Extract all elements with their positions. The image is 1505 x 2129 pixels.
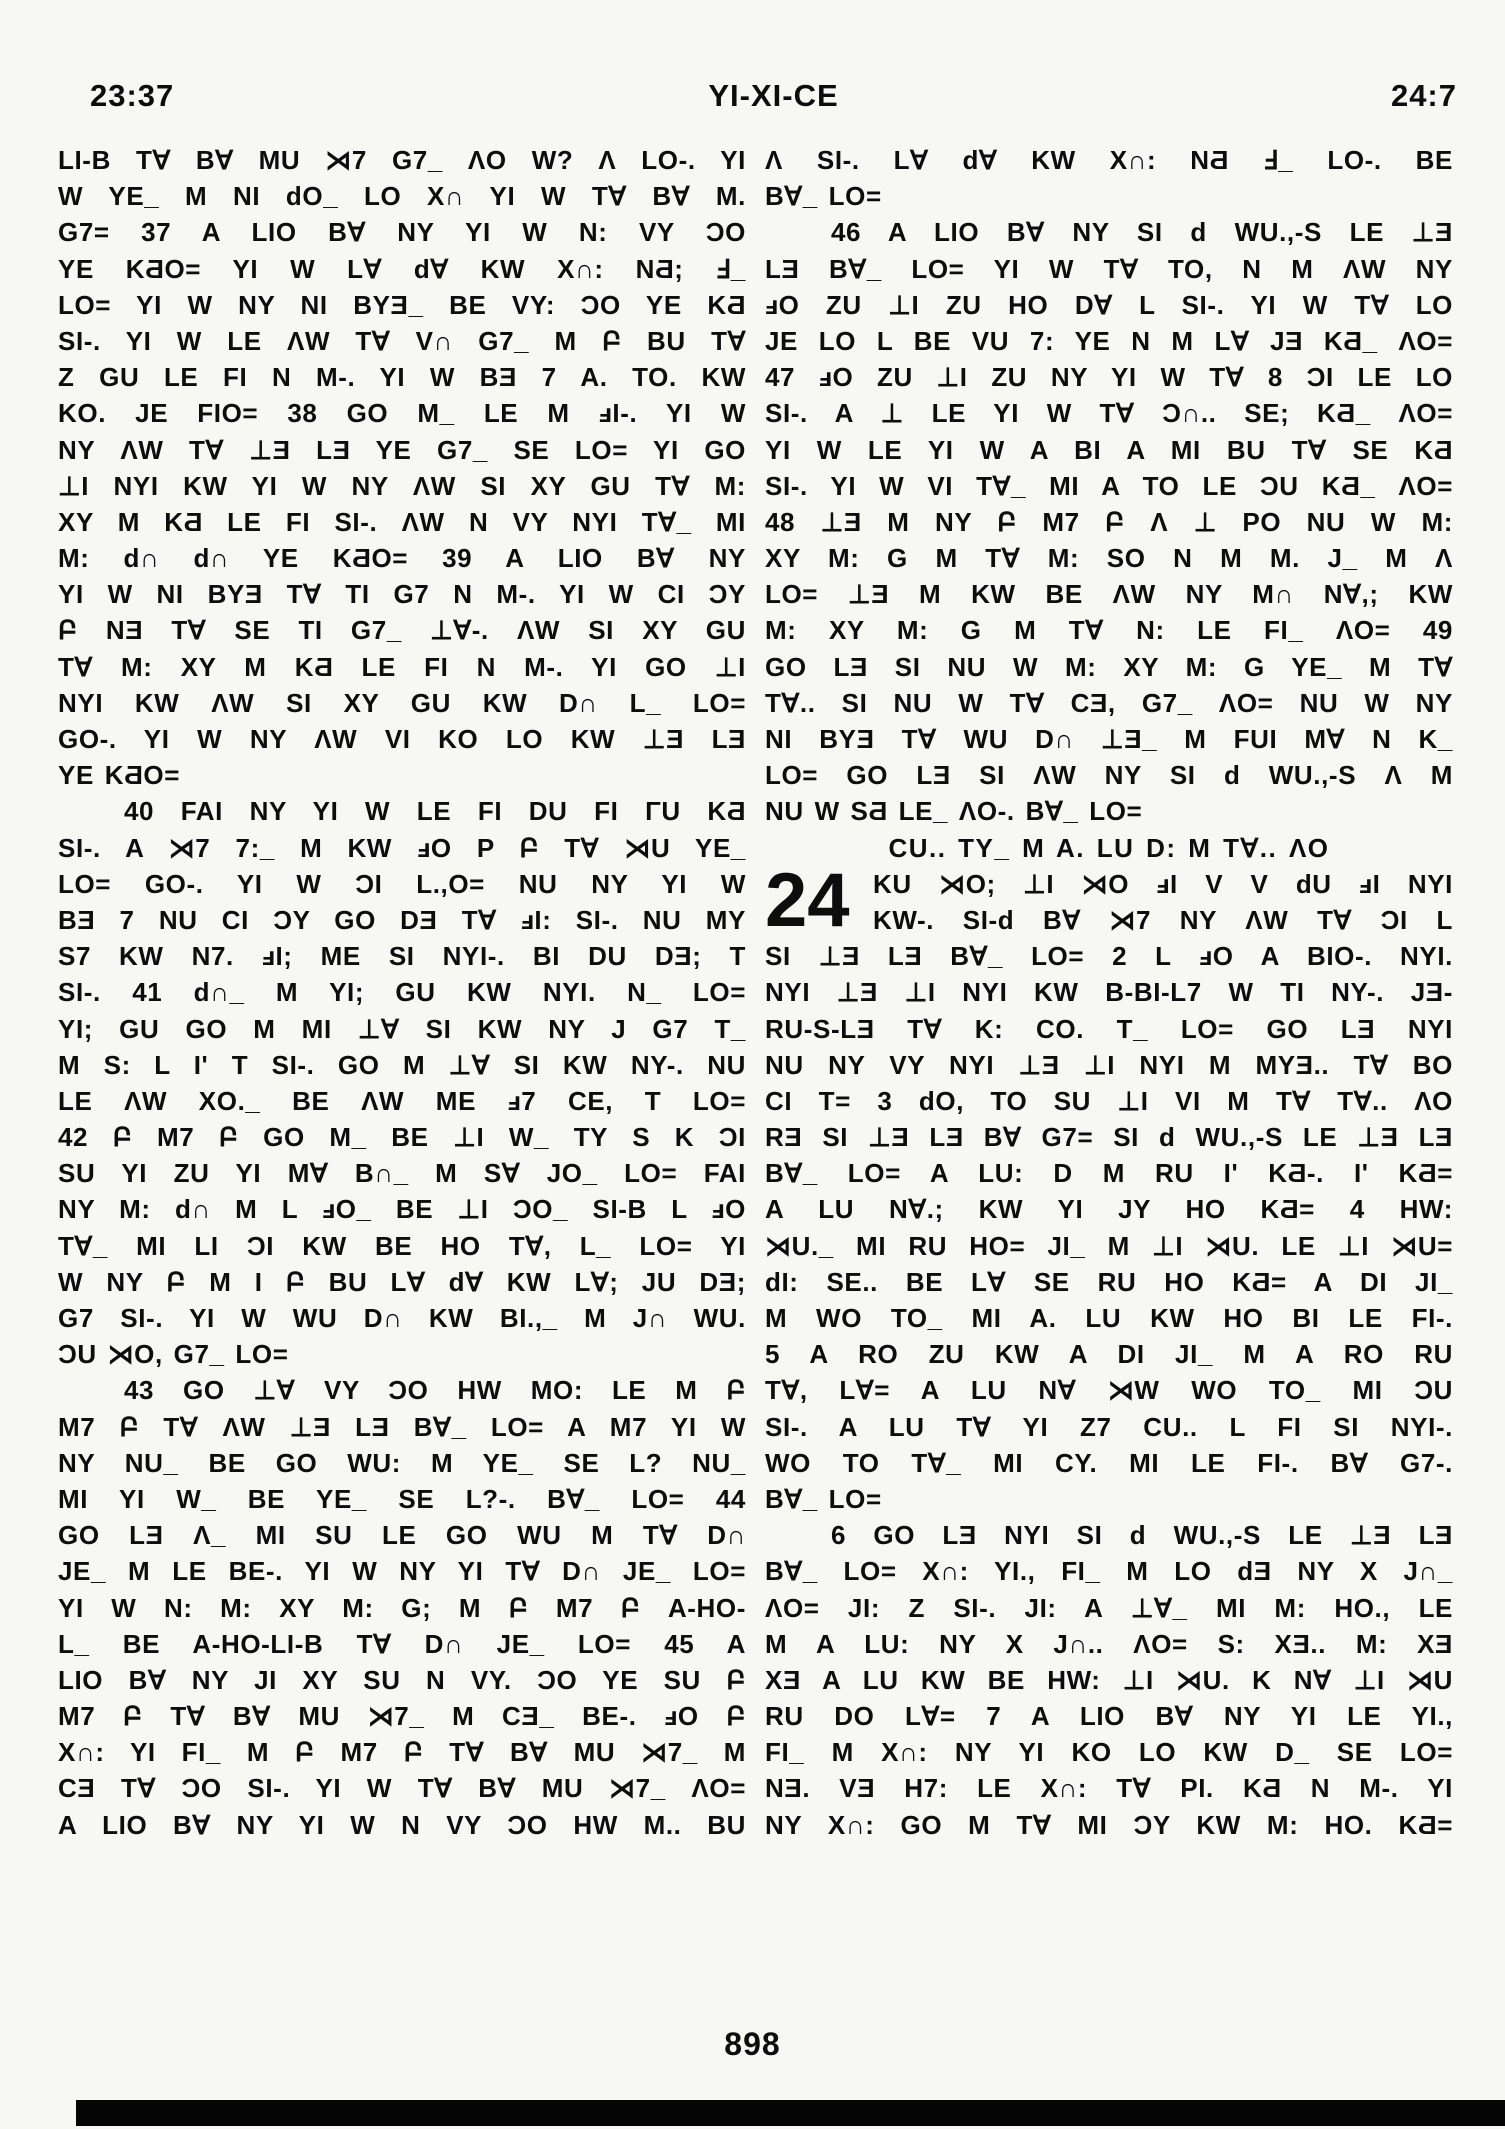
text-line: XƎ A LU KW BE HW: ⊥I ⋊U. K N∀ ⊥I ⋊U <box>765 1664 1453 1695</box>
verse-number: 46 <box>831 217 862 248</box>
text-line: LO= ⊥Ǝ M KW BE ΛW NY M∩ N∀,; KW <box>765 579 1453 610</box>
text-line: B∀_ LO= X∩: YI., FI_ M LO dƎ NY X J∩_ <box>765 1556 1453 1587</box>
text-line: SU YI ZU YI M∀ B∩_ M S∀ JO_ LO= FAI <box>58 1158 746 1189</box>
text-line: NYI KW ΛW SI XY GU KW D∩ L_ LO= <box>58 687 746 718</box>
text-column-left <box>58 142 746 1843</box>
text-line: G7 SI-. YI W WU D∩ KW BI.,_ M J∩ WU. <box>58 1303 746 1333</box>
text-line: WO TO T∀_ MI CY. MI LE FI-. B∀ G7-. <box>765 1447 1453 1478</box>
verse-number: 37 <box>141 217 172 248</box>
text-line: NU W SƋ LE_ ΛO-. B∀_ LO= <box>765 796 1143 827</box>
text-line: SI-. 41 d∩_ M YI; GU KW NYI. N_ LO= <box>58 977 746 1008</box>
text-line: JE_ M LE BE-. YI W NY YI T∀ D∩ JE_ LO= <box>58 1556 746 1587</box>
text-line: LE ΛW XO._ BE ΛW ME ⅎ7 CE, T LO= <box>58 1085 746 1116</box>
text-line: A LIO B∀ NY YI W N VY ƆO HW M.. BU <box>58 1809 746 1840</box>
text-line: NI BYƎ T∀ WU D∩ ⊥Ǝ_ M FUI M∀ N K_ <box>765 724 1453 754</box>
chapter-number-drop-cap: 24 <box>765 857 850 943</box>
verse-number: 41 <box>132 977 163 1008</box>
text-line: LO= GO LƎ SI ΛW NY SI d WU.,-S Λ M <box>765 760 1453 791</box>
text-line: Λ SI-. L∀ d∀ KW X∩: NƋ Ⅎ_ LO-. BE <box>765 145 1453 175</box>
text-line: GO-. YI W NY ΛW VI KO LO KW ⊥Ǝ LƎ <box>58 724 746 754</box>
text-line: S7 KW N7. ⅎI; ME SI NYI-. BI DU DƎ; T <box>58 941 746 972</box>
text-line: NY M: d∩ M L ⅎO_ BE ⊥I ƆO_ SI-B L ⅎO <box>58 1194 746 1225</box>
header-right-reference: 24:7 <box>1390 78 1457 113</box>
text-line: 42 Բ M7 Բ GO M_ BE ⊥I W_ TY S K ƆI <box>58 1122 746 1153</box>
text-line: MI YI W_ BE YE_ SE L?-. B∀_ LO= 44 <box>58 1483 746 1514</box>
verse-number: 38 <box>287 398 318 429</box>
text-line: XY M KƋ LE FI SI-. ΛW N VY NYI T∀_ MI <box>58 506 746 537</box>
text-line: SI ⊥Ǝ LƎ B∀_ LO= 2 L ⅎO A BIO-. NYI. <box>765 941 1453 972</box>
text-line: 43 GO ⊥∀ VY ƆO HW MO: LE M Բ <box>124 1375 746 1406</box>
verse-number: 39 <box>442 543 473 574</box>
verse-number: 3 <box>877 1085 893 1116</box>
text-line: 5 A RO ZU KW A DI JI_ M A RO RU <box>765 1339 1453 1370</box>
text-line: T∀, L∀= A LU N∀ ⋊W WO TO_ MI ƆU <box>765 1375 1453 1406</box>
text-line: T∀_ MI LI ƆI KW BE HO T∀, L_ LO= YI <box>58 1230 746 1261</box>
verse-number: 40 <box>124 796 155 827</box>
text-line: M WO TO_ MI A. LU KW HO BI LE FI-. <box>765 1303 1453 1334</box>
text-line: A LU N∀.; KW YI JY HO KƋ= 4 HW: <box>765 1194 1453 1225</box>
text-line: YI; GU GO M MI ⊥∀ SI KW NY J G7 T_ <box>58 1013 746 1044</box>
text-line: ⋊U._ MI RU HO= JI_ M ⊥I ⋊U. LE ⊥I ⋊U= <box>765 1230 1453 1261</box>
text-line: G7= 37 A LIO B∀ NY YI W N: VY ƆO <box>58 217 746 248</box>
text-line: NY NU_ BE GO WU: M YE_ SE L? NU_ <box>58 1447 746 1478</box>
text-line: M: d∩ d∩ YE KƋO= 39 A LIO B∀ NY <box>58 543 746 574</box>
text-line: W YE_ M NI dO_ LO X∩ YI W T∀ B∀ M. <box>58 181 746 212</box>
chapter-start-block <box>765 857 1453 943</box>
text-line: GO LƎ SI NU W M: XY M: G YE_ M T∀ <box>765 651 1453 682</box>
verse-number: 43 <box>124 1375 155 1406</box>
text-line: ⊥I NYI KW YI W NY ΛW SI XY GU T∀ M: <box>58 470 746 501</box>
text-line: SI-. A ⊥ LE YI W T∀ Ɔ∩.. SE; KƋ_ ΛO= <box>765 398 1453 429</box>
header-left-reference: 23:37 <box>90 78 175 113</box>
verse-number: 6 <box>831 1520 847 1551</box>
text-line: LI-B T∀ B∀ MU ⋊7 G7_ ΛO W? Λ LO-. YI <box>58 145 746 175</box>
text-line: ⅎO ZU ⊥I ZU HO D∀ L SI-. YI W T∀ LO <box>765 289 1453 320</box>
text-line: FI_ M X∩: NY YI KO LO KW D_ SE LO= <box>765 1737 1453 1768</box>
text-line: 46 A LIO B∀ NY SI d WU.,-S LE ⊥Ǝ <box>831 217 1453 248</box>
section-heading-line: CU.. TY_ M A. LU D: M T∀.. ΛO <box>888 832 1330 863</box>
text-line: RƎ SI ⊥Ǝ LƎ B∀ G7= SI d WU.,-S LE ⊥Ǝ LƎ <box>765 1122 1453 1153</box>
text-line: 40 FAI NY YI W LE FI DU FI ΓU KƋ <box>124 796 746 827</box>
text-line: BƎ 7 NU CI ƆY GO DƎ T∀ ⅎI: SI-. NU MY <box>58 904 746 935</box>
text-line: M A LU: NY X J∩.. ΛO= S: XƎ.. M: XƎ <box>765 1628 1453 1659</box>
text-line: SI-. YI W LE ΛW T∀ V∩ G7_ M Բ BU T∀ <box>58 325 746 356</box>
text-line: CI T= 3 dO, TO SU ⊥I VI M T∀ T∀.. ΛO <box>765 1085 1453 1116</box>
text-line: W NY Բ M I Բ BU L∀ d∀ KW L∀; JU DƎ; <box>58 1266 746 1297</box>
text-line: ΛO= JI: Z SI-. JI: A ⊥∀_ MI M: HO., LE <box>765 1592 1453 1623</box>
text-line: KO. JE FIO= 38 GO M_ LE M ⅎI-. YI W <box>58 398 746 429</box>
text-line: LO= GO-. YI W ƆI L.,O= NU NY YI W <box>58 868 746 899</box>
header-book-title: YI-XI-CE <box>708 78 839 113</box>
text-line: YI W N: M: XY M: G; M Բ M7 Բ A-HO- <box>58 1592 746 1623</box>
text-line: L_ BE A-HO-LI-B T∀ D∩ JE_ LO= 45 A <box>58 1628 746 1659</box>
text-line: NYI ⊥Ǝ ⊥I NYI KW B-BI-L7 W TI NY-. JƎ- <box>765 977 1453 1008</box>
verse-number: 42 <box>58 1122 89 1153</box>
text-column-right <box>765 142 1453 1843</box>
text-line: YI W LE YI W A BI A MI BU T∀ SE KƋ <box>765 434 1453 465</box>
text-line: 47 ⅎO ZU ⊥I ZU NY YI W T∀ 8 ƆI LE LO <box>765 362 1453 393</box>
verse-number: 7 <box>986 1701 1002 1732</box>
text-line: X∩: YI FI_ M Բ M7 Բ T∀ B∀ MU ⋊7_ M <box>58 1737 746 1768</box>
text-line: LO= YI W NY NI BYƎ_ BE VY: ƆO YE KƋ <box>58 289 746 320</box>
text-line: M: XY M: G M T∀ N: LE FI_ ΛO= 49 <box>765 615 1453 646</box>
page-number: 898 <box>724 2026 781 2062</box>
text-line: YE KƋO= <box>58 760 180 791</box>
text-line: RU DO L∀= 7 A LIO B∀ NY YI LE YI., <box>765 1701 1453 1732</box>
text-line: 6 GO LƎ NYI SI d WU.,-S LE ⊥Ǝ LƎ <box>831 1520 1453 1551</box>
text-line: YI W NI BYƎ T∀ TI G7 N M-. YI W CI ƆY <box>58 579 746 610</box>
verse-number: 2 <box>1112 941 1128 972</box>
text-line: B∀_ LO= <box>765 181 882 212</box>
page-header <box>90 78 1457 114</box>
text-line: Բ NƎ T∀ SE TI G7_ ⊥∀-. ΛW SI XY GU <box>58 615 746 646</box>
verse-number: 5 <box>765 1339 781 1370</box>
text-line: Z GU LE FI N M-. YI W BƎ 7 A. TO. KW <box>58 362 746 393</box>
text-line: SI-. A LU T∀ YI Z7 CU.. L FI SI NYI-. <box>765 1411 1453 1442</box>
verse-number: 44 <box>715 1483 746 1514</box>
text-line: NY X∩: GO M T∀ MI ƆY KW M: HO. KƋ= <box>765 1809 1453 1840</box>
text-line: M7 Բ T∀ B∀ MU ⋊7_ M CƎ_ BE-. ⅎO Բ <box>58 1701 746 1732</box>
text-line: KW-. SI-d B∀ ⋊7 NY ΛW T∀ ƆI L <box>873 904 1453 935</box>
text-line: NƎ. VƎ H7: LE X∩: T∀ PI. KƋ N M-. YI <box>765 1773 1453 1804</box>
text-line: NY ΛW T∀ ⊥Ǝ LƎ YE G7_ SE LO= YI GO <box>58 434 746 465</box>
text-line: ƆU ⋊O, G7_ LO= <box>58 1339 289 1370</box>
text-line: LIO B∀ NY JI XY SU N VY. ƆO YE SU Բ <box>58 1664 746 1695</box>
scan-artifact-bar <box>76 2100 1505 2126</box>
text-line: JE LO L BE VU 7: YE N M L∀ JƎ KƋ_ ΛO= <box>765 325 1453 356</box>
text-line: SI-. A ⋊7 7:_ M KW ⅎO P Բ T∀ ⋊U YE_ <box>58 832 746 863</box>
text-line: SI-. YI W VI T∀_ MI A TO LE ƆU KƋ_ ΛO= <box>765 470 1453 501</box>
verse-number: 48 <box>765 506 796 537</box>
verse-number: 4 <box>1349 1194 1365 1225</box>
text-line: B∀_ LO= <box>765 1483 882 1514</box>
text-line: B∀_ LO= A LU: D M RU I' KƋ-. I' KƋ= <box>765 1158 1453 1189</box>
text-line: KU ⋊O; ⊥I ⋊O ⅎI V V dU ⅎI NYI <box>873 868 1453 899</box>
text-line: XY M: G M T∀ M: SO N M M. J_ M Λ <box>765 543 1453 574</box>
chapter-first-lines <box>873 866 1453 938</box>
text-line: YE KƋO= YI W L∀ d∀ KW X∩: NƋ; Ⅎ_ <box>58 253 746 284</box>
text-line: CƎ T∀ ƆO SI-. YI W T∀ B∀ MU ⋊7_ ΛO= <box>58 1773 746 1804</box>
text-line: M7 Բ T∀ ΛW ⊥Ǝ LƎ B∀_ LO= A M7 YI W <box>58 1411 746 1442</box>
text-line: dI: SE.. BE L∀ SE RU HO KƋ= A DI JI_ <box>765 1266 1453 1297</box>
verse-number: 45 <box>664 1628 695 1659</box>
text-line: GO LƎ Λ_ MI SU LE GO WU M T∀ D∩ <box>58 1520 746 1551</box>
text-line: M S: L I' T SI-. GO M ⊥∀ SI KW NY-. NU <box>58 1049 746 1080</box>
verse-number: 49 <box>1422 615 1453 646</box>
verse-number: 47 <box>765 362 796 393</box>
text-line: T∀ M: XY M KƋ LE FI N M-. YI GO ⊥I <box>58 651 746 682</box>
text-line: NU NY VY NYI ⊥Ǝ ⊥I NYI M MYƎ.. T∀ BO <box>765 1049 1453 1080</box>
text-line: RU-S-LƎ T∀ K: CO. T_ LO= GO LƎ NYI <box>765 1013 1453 1044</box>
text-line: LƎ B∀_ LO= YI W T∀ TO, N M ΛW NY <box>765 253 1453 284</box>
text-line: 48 ⊥Ǝ M NY Բ M7 Բ Λ ⊥ PO NU W M: <box>765 506 1453 537</box>
text-line: T∀.. SI NU W T∀ CƎ, G7_ ΛO= NU W NY <box>765 687 1453 718</box>
